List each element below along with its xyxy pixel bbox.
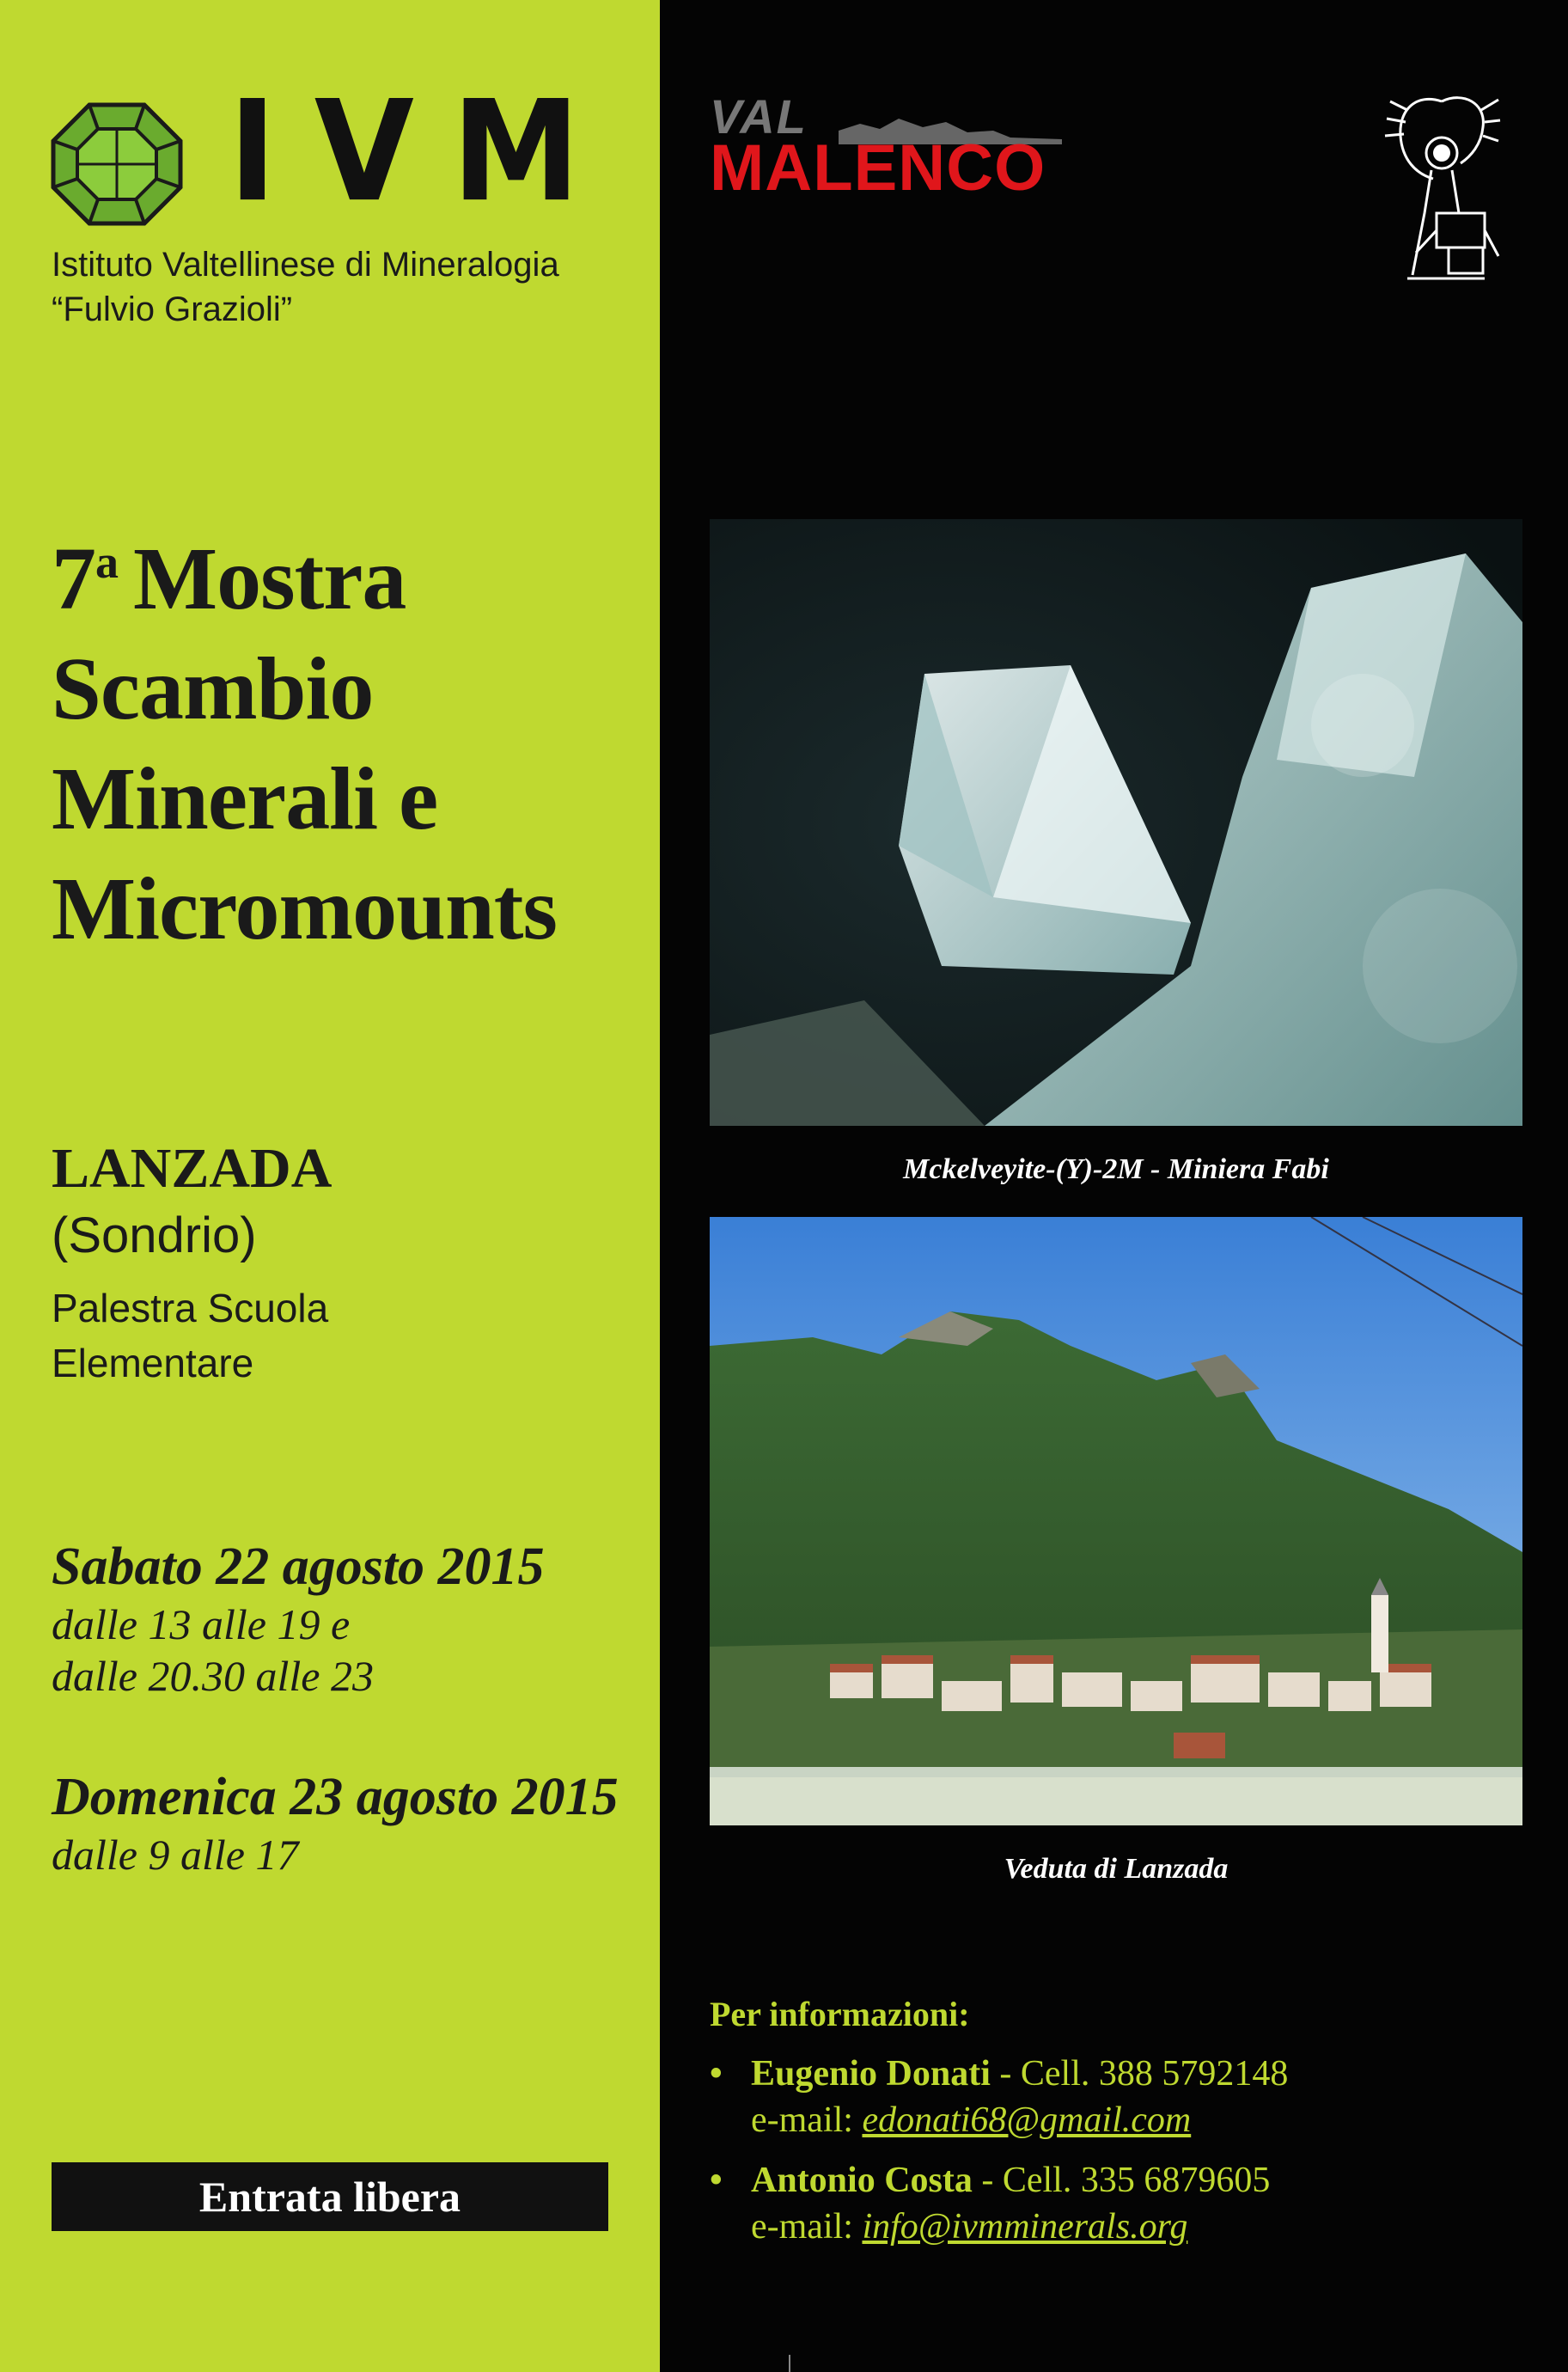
location bbox=[52, 1134, 332, 1391]
bullet-icon: • bbox=[710, 2161, 723, 2200]
institute-line-2: “Fulvio Grazioli” bbox=[52, 290, 293, 328]
village-photo bbox=[710, 1217, 1522, 1825]
contact-item bbox=[710, 2157, 1288, 2250]
title-line-4: Micromounts bbox=[52, 859, 557, 958]
venue-line-1: Palestra Scuola bbox=[52, 1286, 329, 1330]
title-ordinal-sup: a bbox=[95, 536, 118, 588]
contact-phone: - Cell. 335 6879605 bbox=[972, 2161, 1271, 2200]
crop-mark bbox=[789, 2355, 790, 2372]
village-photo-caption: Veduta di Lanzada bbox=[1004, 1853, 1229, 1885]
left-panel bbox=[0, 0, 660, 2372]
institute-name bbox=[52, 242, 559, 332]
event-title bbox=[52, 507, 557, 964]
contact-email-line bbox=[751, 2097, 1288, 2143]
email-label: e-mail: bbox=[751, 2207, 863, 2247]
schedule-saturday bbox=[52, 1535, 545, 1702]
title-line-1-text: Mostra bbox=[133, 529, 406, 628]
location-city: LANZADA bbox=[52, 1137, 333, 1200]
ivm-acronym: IVM bbox=[229, 71, 619, 233]
crystal-logo-icon bbox=[48, 100, 186, 229]
title-line-3: Minerali e bbox=[52, 749, 438, 848]
contact-name: Antonio Costa bbox=[751, 2161, 973, 2200]
venue-line-2: Elementare bbox=[52, 1341, 254, 1385]
location-province: (Sondrio) bbox=[52, 1207, 257, 1263]
schedule-hours: dalle 13 alle 19 e bbox=[52, 1600, 351, 1648]
info-heading: Per informazioni: bbox=[710, 1995, 970, 2033]
val-text: VAL bbox=[710, 89, 808, 144]
title-line-2: Scambio bbox=[52, 639, 374, 738]
contact-item bbox=[710, 2051, 1288, 2143]
institute-line-1: Istituto Valtellinese di Mineralogia bbox=[52, 246, 559, 284]
schedule-hours: dalle 20.30 alle 23 bbox=[52, 1652, 374, 1700]
free-entry-banner: Entrata libera bbox=[52, 2162, 608, 2231]
title-ordinal: 7 bbox=[52, 529, 95, 628]
schedule-day: Sabato 22 agosto 2015 bbox=[52, 1538, 545, 1596]
miner-icon bbox=[1382, 84, 1502, 282]
bullet-icon: • bbox=[710, 2054, 723, 2094]
contact-email-link[interactable]: info@ivmminerals.org bbox=[862, 2207, 1188, 2247]
contact-info bbox=[710, 1992, 1288, 2250]
contact-line bbox=[751, 2051, 1288, 2097]
contact-email-link[interactable]: edonati68@gmail.com bbox=[862, 2100, 1192, 2140]
mineral-photo-caption: Mckelveyite-(Y)-2M - Miniera Fabi bbox=[903, 1153, 1329, 1185]
title-line-1 bbox=[52, 507, 557, 634]
malenco-text: MALENCO bbox=[710, 131, 1046, 205]
contact-line bbox=[751, 2157, 1288, 2204]
schedule-hours: dalle 9 alle 17 bbox=[52, 1831, 299, 1879]
location-venue bbox=[52, 1281, 332, 1391]
schedule-sunday bbox=[52, 1765, 619, 1880]
contact-name: Eugenio Donati bbox=[751, 2054, 991, 2094]
email-label: e-mail: bbox=[751, 2100, 863, 2140]
contact-phone: - Cell. 388 5792148 bbox=[990, 2054, 1289, 2094]
schedule-day: Domenica 23 agosto 2015 bbox=[52, 1768, 619, 1826]
contact-email-line bbox=[751, 2204, 1288, 2250]
mineral-photo bbox=[710, 519, 1522, 1126]
